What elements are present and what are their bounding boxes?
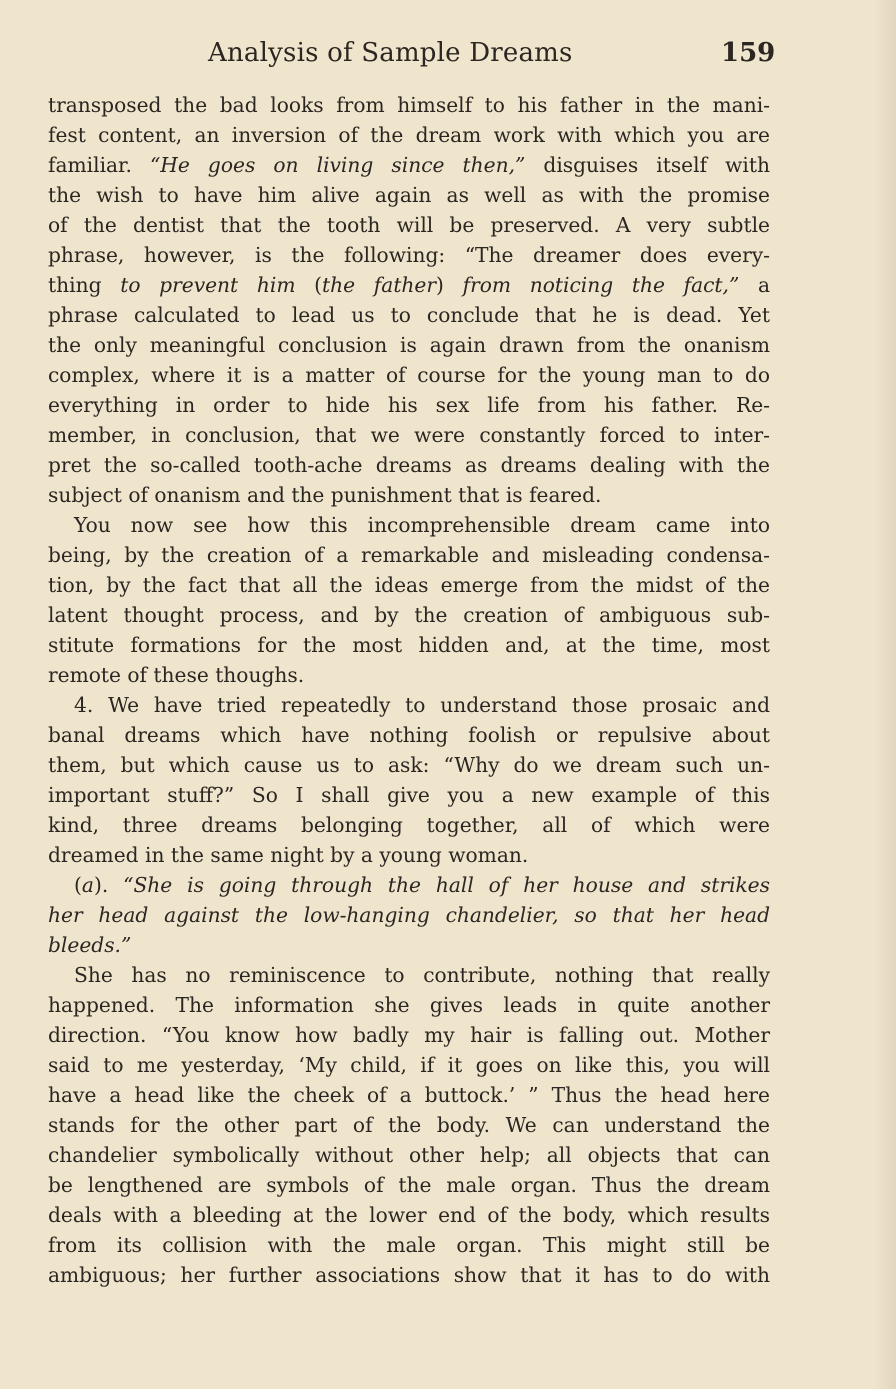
text-line <box>48 780 770 810</box>
text-line <box>48 960 770 990</box>
text-line <box>48 1170 770 1200</box>
text-segment: them, but which cause us to ask: “Why do we dream such un- <box>48 753 770 777</box>
text-segment: She has no reminiscence to contribute, nothing that really <box>74 963 770 987</box>
text-line <box>48 990 770 1020</box>
text-line <box>48 540 770 570</box>
text-line <box>48 720 770 750</box>
text-segment: ambiguous; her further associations show that it has to do with <box>48 1263 770 1287</box>
page-number: 159 <box>721 38 776 68</box>
italic-text: the father <box>322 273 437 297</box>
text-segment: You now see how this incomprehensible dream came into <box>74 513 770 537</box>
text-line <box>48 180 770 210</box>
text-line <box>48 840 770 870</box>
text-segment: stitute formations for the most hidden and, at the time, most <box>48 633 770 657</box>
text-line <box>48 1200 770 1230</box>
text-segment: disguises itself with <box>525 153 770 177</box>
italic-text: “He goes on living since then,” <box>149 153 526 177</box>
text-line <box>48 270 770 300</box>
text-segment: banal dreams which have nothing foolish or repulsive about <box>48 723 770 747</box>
text-segment: kind, three dreams belonging together, all of which were <box>48 813 770 837</box>
text-line <box>48 120 770 150</box>
text-line <box>48 300 770 330</box>
text-line <box>48 1230 770 1260</box>
text-line <box>48 90 770 120</box>
text-segment: direction. “You know how badly my hair is falling out. Mother <box>48 1023 770 1047</box>
text-line <box>48 420 770 450</box>
italic-text: “She is going through the hall of her house and strikes <box>123 873 770 897</box>
text-segment: transposed the bad looks from himself to his father in the mani- <box>48 93 770 117</box>
text-segment: everything in order to hide his sex life from his father. Re- <box>48 393 770 417</box>
text-segment: member, in conclusion, that we were constantly forced to inter- <box>48 423 770 447</box>
text-line <box>48 870 770 900</box>
text-line <box>48 750 770 780</box>
running-head: Analysis of Sample Dreams <box>208 38 573 68</box>
italic-text: her head against the low-hanging chandelier, so that her head <box>48 903 770 927</box>
text-line <box>48 510 770 540</box>
text-line <box>48 1260 770 1290</box>
text-line <box>48 900 770 930</box>
body-text <box>48 90 770 1290</box>
italic-text: bleeds.” <box>48 933 132 957</box>
text-line <box>48 600 770 630</box>
text-segment: important stuff?” So I shall give you a new example of this <box>48 783 770 807</box>
text-line <box>48 330 770 360</box>
text-segment: subject of onanism and the punishment that is feared. <box>48 483 602 507</box>
text-line <box>48 480 770 510</box>
text-segment: have a head like the cheek of a buttock.’ ” Thus the head here <box>48 1083 770 1107</box>
text-segment: being, by the creation of a remarkable and misleading condensa- <box>48 543 770 567</box>
text-segment: said to me yesterday, ‘My child, if it goes on like this, you will <box>48 1053 770 1077</box>
text-segment: a <box>739 273 771 297</box>
text-segment: be lengthened are symbols of the male organ. Thus the dream <box>48 1173 770 1197</box>
text-line <box>48 570 770 600</box>
text-segment: the wish to have him alive again as well as with the promise <box>48 183 770 207</box>
text-line <box>48 690 770 720</box>
text-segment: chandelier symbolically without other help; all objects that can <box>48 1143 770 1167</box>
italic-text: from noticing the fact,” <box>462 273 740 297</box>
text-segment: phrase calculated to lead us to conclude that he is dead. Yet <box>48 303 770 327</box>
text-segment: phrase, however, is the following: “The dreamer does every- <box>48 243 770 267</box>
text-segment: happened. The information she gives leads in quite another <box>48 993 770 1017</box>
text-segment: 4. We have tried repeatedly to understand those prosaic and <box>74 693 770 717</box>
text-segment: familiar. <box>48 153 150 177</box>
text-line <box>48 810 770 840</box>
text-segment: thing <box>48 273 121 297</box>
text-line <box>48 360 770 390</box>
text-line <box>48 210 770 240</box>
text-segment: the only meaningful conclusion is again drawn from the onanism <box>48 333 770 357</box>
text-segment: tion, by the fact that all the ideas emerge from the midst of the <box>48 573 770 597</box>
italic-text: to prevent him <box>120 273 296 297</box>
text-segment: deals with a bleeding at the lower end of the body, which results <box>48 1203 770 1227</box>
text-line <box>48 240 770 270</box>
text-segment: ). <box>93 873 124 897</box>
italic-text: a <box>81 873 94 897</box>
text-segment: of the dentist that the tooth will be preserved. A very subtle <box>48 213 770 237</box>
text-segment: latent thought process, and by the creation of ambiguous sub- <box>48 603 770 627</box>
text-line <box>48 1080 770 1110</box>
text-segment: ) <box>436 273 463 297</box>
text-segment: ( <box>295 273 323 297</box>
text-line <box>48 150 770 180</box>
text-segment: from its collision with the male organ. This might still be <box>48 1233 770 1257</box>
text-line <box>48 1140 770 1170</box>
text-segment: ( <box>74 873 82 897</box>
text-line <box>48 390 770 420</box>
text-segment: pret the so-called tooth-ache dreams as dreams dealing with the <box>48 453 770 477</box>
text-line <box>48 1020 770 1050</box>
text-line <box>48 930 770 960</box>
text-line <box>48 630 770 660</box>
text-segment: complex, where it is a matter of course for the young man to do <box>48 363 770 387</box>
text-segment: stands for the other part of the body. We can understand the <box>48 1113 770 1137</box>
page-header <box>0 30 896 76</box>
text-line <box>48 660 770 690</box>
text-line <box>48 450 770 480</box>
text-segment: dreamed in the same night by a young woman. <box>48 843 529 867</box>
text-segment: remote of these thoughs. <box>48 663 305 687</box>
text-line <box>48 1110 770 1140</box>
text-line <box>48 1050 770 1080</box>
text-segment: fest content, an inversion of the dream work with which you are <box>48 123 770 147</box>
